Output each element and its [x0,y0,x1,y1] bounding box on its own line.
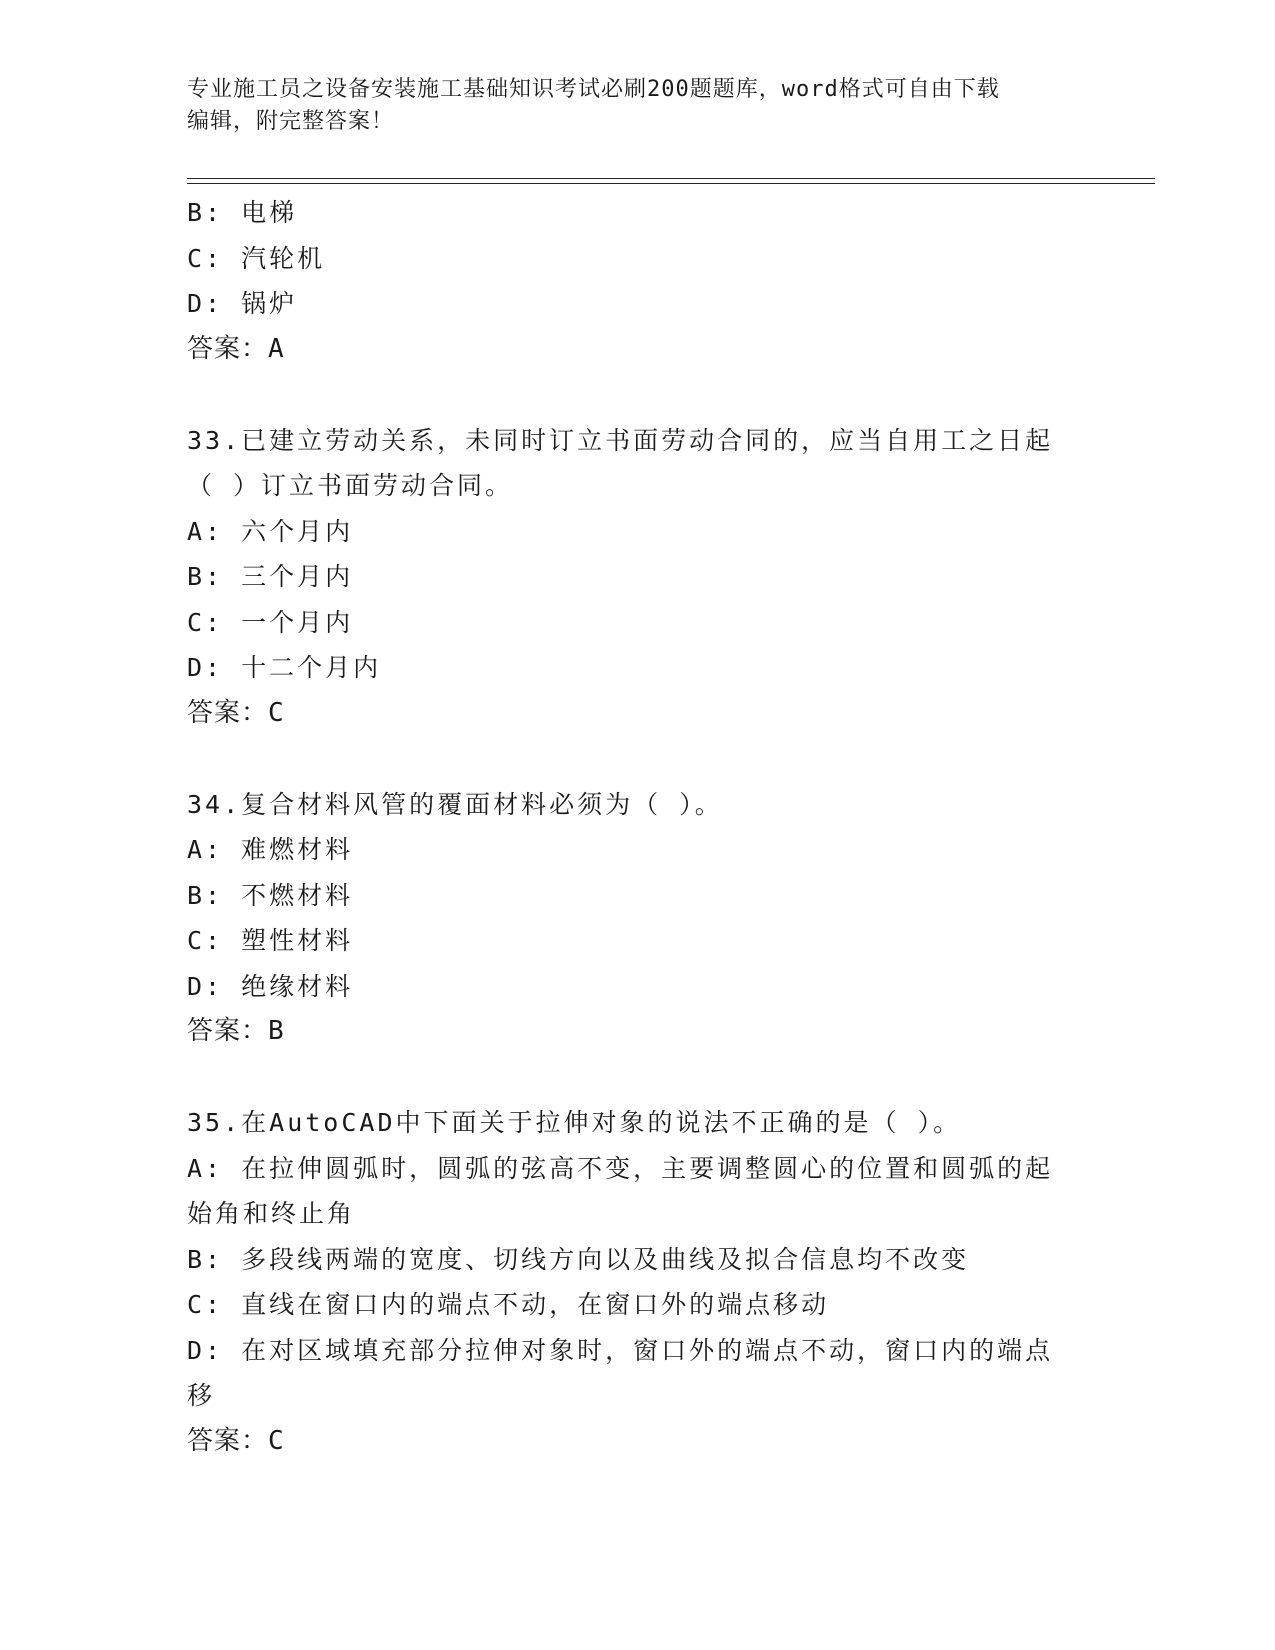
answer-label: 答案： [187,1016,269,1046]
option-c: C: 一个月内 [187,607,354,637]
answer-label: 答案： [187,1425,269,1456]
question-33 [187,418,1087,737]
option-d-line-1: D: 在对区域填充部分拉伸对象时，窗口外的端点不动，窗口内的端点 [187,1335,1054,1365]
answer-value: C [268,697,285,728]
answer-value: B [268,1016,285,1046]
answer-label: 答案： [187,697,269,728]
answer-line [187,1419,1087,1465]
header-divider-bottom [187,183,1155,184]
question-32 [187,190,1087,372]
question-stem-line-2: （ ）订立书面劳动合同。 [187,471,514,500]
question-list [187,190,1087,1464]
question-35 [187,1100,1087,1464]
option-c: C: 塑性材料 [187,926,354,955]
header-title-line-2: 编辑，附完整答案！ [187,109,395,134]
answer-label: 答案： [187,333,269,364]
header-title-line-1: 专业施工员之设备安装施工基础知识考试必刷200题题库，word格式可自由下载 [187,77,1000,102]
option-a-line-2: 始角和终止角 [187,1199,356,1228]
question-stem-line-1: 33.已建立劳动关系，未同时订立书面劳动合同的，应当自用工之日起 [187,425,1054,455]
answer-line [187,327,1087,373]
answer-line [187,1009,1087,1055]
option-a-line-1: A: 在拉伸圆弧时，圆弧的弦高不变，主要调整圆心的位置和圆弧的起 [187,1153,1054,1183]
answer-line [187,691,1087,737]
option-c: C: 汽轮机 [187,243,326,273]
header-divider-top [187,178,1155,179]
option-d: D: 十二个月内 [187,653,382,682]
option-a: A: 难燃材料 [187,835,354,864]
document-header [187,74,1067,138]
question-stem: 34.复合材料风管的覆面材料必须为（ ）。 [187,789,723,819]
option-d: D: 锅炉 [187,289,298,318]
question-stem: 35.在AutoCAD中下面关于拉伸对象的说法不正确的是（ ）。 [187,1108,962,1137]
answer-value: A [268,333,285,364]
option-d: D: 绝缘材料 [187,971,354,1001]
option-b: B: 电梯 [187,198,298,227]
option-a: A: 六个月内 [187,516,354,546]
option-c: C: 直线在窗口内的端点不动，在窗口外的端点移动 [187,1290,830,1319]
answer-value: C [268,1425,285,1456]
question-34 [187,782,1087,1055]
option-b: B: 不燃材料 [187,880,354,910]
option-b: B: 多段线两端的宽度、切线方向以及曲线及拟合信息均不改变 [187,1244,970,1274]
option-b: B: 三个月内 [187,562,354,591]
option-d-line-2: 移 [187,1381,216,1410]
